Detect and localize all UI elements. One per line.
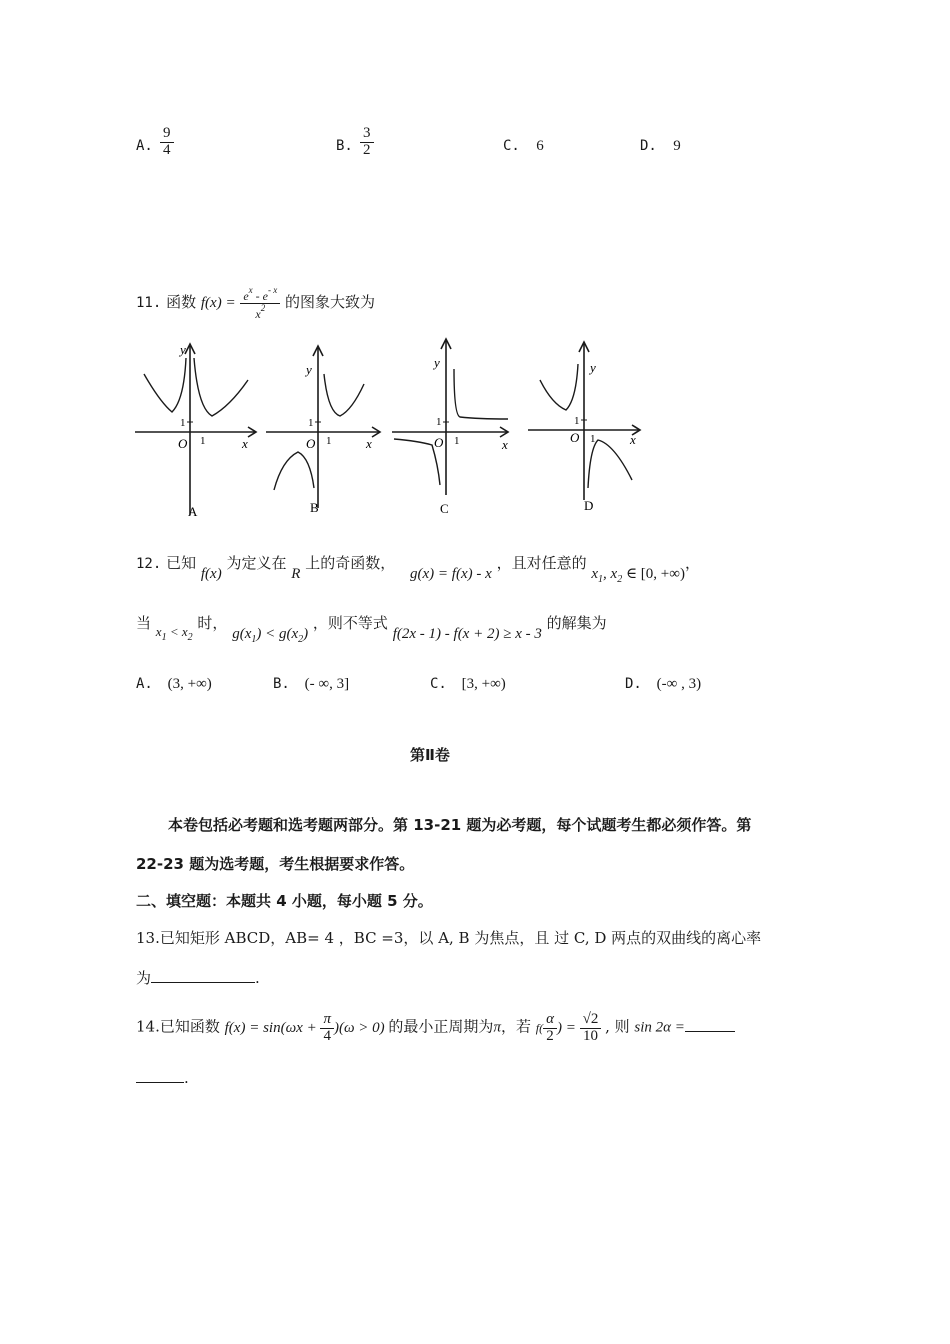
graph-d [524,340,649,525]
tick-label: 1 [574,415,580,427]
question-14-line2: . [136,1068,189,1087]
tick-label: 1 [180,417,186,429]
option-value: 9 [673,138,681,154]
function-expression: f(x) = sin(ωx + $\frac{\pi}{4}$ )(ω > 0) [224,1011,385,1044]
function-f: f(x) [200,566,222,582]
function-g: g(x) = f(x) - x [410,566,492,582]
q10-option-b-value: $\frac{3}{2}$ [360,126,374,159]
period-value: π [493,1019,501,1036]
origin-label: O [306,436,316,451]
answer-blank[interactable] [151,968,255,983]
x-axis-label: x [242,436,248,451]
q10-option-a-value: $\frac{9}{4}$ [160,126,174,159]
origin-label: O [178,436,188,451]
option-letter: A. [136,138,153,154]
question-13-line2: 为 . [136,969,260,987]
q12-option-d: D. (-∞ , 3) [625,676,702,692]
q12-option-b: B. (- ∞, 3] [273,676,350,692]
section-intro-line1: 本卷包括必考题和选考题两部分。第 13-21 题为必考题，每个试题考生都必须作答。第 [168,816,752,834]
option-letter: D. [640,138,657,154]
y-axis-label: y [306,362,312,377]
option-letter: B. [336,138,353,154]
part-heading: 二、填空题：本题共 4 小题，每小题 5 分。 [136,892,433,910]
target-expression: sin 2α = [634,1019,685,1036]
function-name: f(x) = [200,295,236,312]
y-axis-label: y [180,342,186,357]
section-title: 第Ⅱ卷 [410,746,450,764]
condition-g: $g(x_1) < g(x_2)$ [232,626,309,645]
given-value: f( $\frac{\alpha}{2}$ ) = $\frac{√2}{10}$ [536,1020,605,1036]
x-axis-label: x [366,436,372,451]
graph-caption: A [188,504,198,519]
graph-c [388,335,518,520]
tick-label: 1 [454,435,460,447]
tick-label: 1 [200,435,206,447]
question-12-line2: 当 $x_1 < x_2$ 时， $g(x_1) < g(x_2)$ ，则不等式 f(2x - 1) - f(x + 2) ≥ x - 3 的解集为 [136,614,607,645]
q10-option-b [336,138,353,154]
q12-option-c: C. [3, +∞) [430,676,506,692]
question-lead: 函数 [166,293,197,312]
graph-caption: B [310,500,319,515]
answer-blank-continued[interactable] [136,1068,184,1083]
q10-option-c [503,138,544,155]
q10-option-a [136,138,153,154]
graph-b [262,340,387,525]
graph-a [130,340,260,525]
tick-label: 1 [436,416,442,428]
q10-option-d [640,138,681,155]
question-number: 12. [136,556,162,572]
question-number: 11. [136,295,162,312]
q12-option-a: A. (3, +∞) [136,676,212,692]
question-lead: 已知 [166,554,197,572]
inequality: f(2x - 1) - f(x + 2) ≥ x - 3 [392,626,542,642]
option-value: 6 [536,138,544,154]
function-fraction: $\frac{e^x - e^{- x}}{x^2}$ [240,286,280,320]
origin-label: O [434,435,444,450]
condition-x1-lt-x2: $x_1 < x_2$ [155,624,193,643]
tick-label: 1 [326,435,332,447]
option-letter: C. [503,138,520,154]
question-tail: 的图象大致为 [285,293,376,312]
variables-x1-x2: $x_1$, $x_2$ ∈ [0, +∞) [591,566,685,585]
question-11 [136,286,375,320]
question-14-line1: 14.已知函数 f(x) = sin(ωx + $\frac{\pi}{4}$ )(ω > 0) 的最小正周期为π，若 f( $\frac{\alpha}{2}$ ) = $\frac{√2}{10}$ , 则 sin 2α = [136,1012,735,1045]
y-axis-label: y [590,360,596,375]
origin-label: O [570,430,580,445]
tick-label: 1 [590,433,596,445]
tick-label: 1 [308,417,314,429]
y-axis-label: y [434,355,440,370]
answer-blank[interactable] [685,1017,735,1032]
question-12-line1: 12. 已知 f(x) 为定义在 R 上的奇函数， g(x) = f(x) - x ，且对任意的 $x_1$, $x_2$ ∈ [0, +∞)， [136,554,700,585]
set-r: R [291,566,301,582]
graph-caption: C [440,501,449,516]
x-axis-label: x [502,437,508,452]
graph-caption: D [584,498,594,513]
x-axis-label: x [630,432,636,447]
question-13-line1: 13.已知矩形 ABCD，AB= 4 ，BC =3，以 A, B 为焦点，且 过 C, D 两点的双曲线的离心率 [136,929,762,947]
section-intro-line2: 22-23 题为选考题，考生根据要求作答。 [136,855,415,873]
